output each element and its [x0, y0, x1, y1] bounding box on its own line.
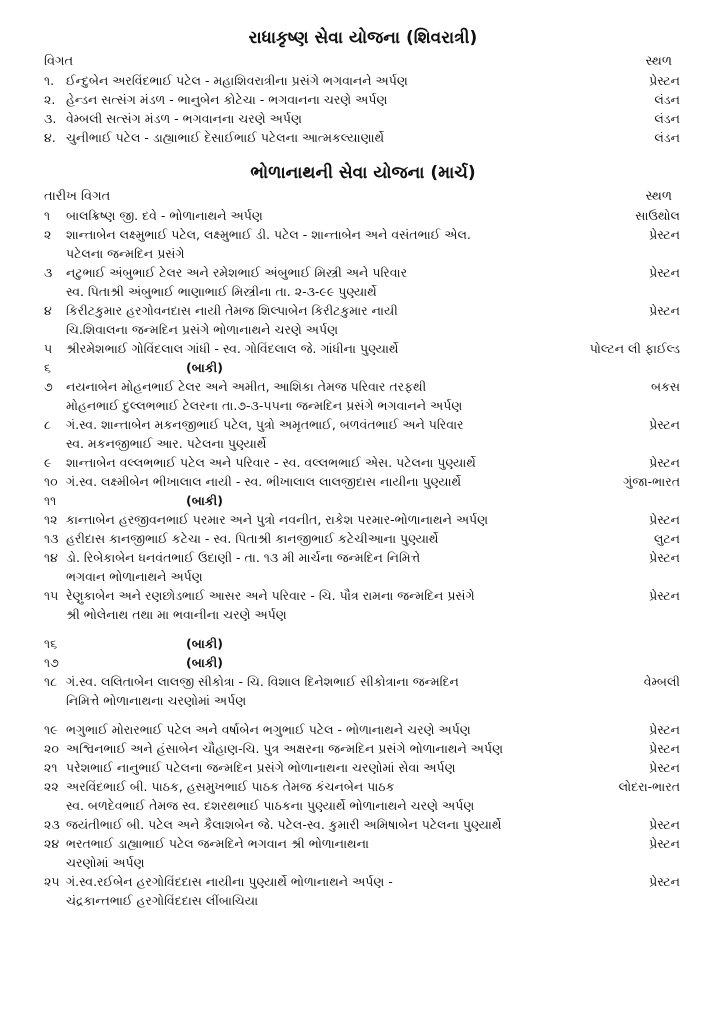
item-date: ૧૪ — [44, 550, 58, 565]
item-body — [66, 301, 682, 339]
item-date: ૨ — [44, 227, 52, 242]
item-date: ૨૨ — [44, 779, 59, 794]
item-line — [66, 834, 682, 853]
list-item — [44, 872, 682, 910]
item-body — [66, 109, 682, 128]
item-line — [66, 339, 682, 358]
item-date: ૭ — [44, 379, 53, 394]
item-body — [66, 377, 682, 415]
item-text-continued: મોહનભાઈ દુલ્લભભાઈ ટેલરના તા.૭-૩-૫૫ના જન્મદિન પ્રસંગે ભગવાનને અર્પણ — [66, 398, 463, 413]
item-date: ૯ — [44, 455, 52, 470]
item-line — [66, 672, 682, 691]
list-item — [44, 472, 682, 491]
item-place: પ્રેસ્ટન — [649, 265, 680, 280]
list-item — [44, 263, 682, 301]
item-text: હરીદાસ કાનજીભાઈ કટેચા - સ્વ. પિતાશ્રી કાનજીભાઈ કટેચીઆના પુણ્યાર્થે — [66, 531, 439, 546]
item-text: ભગુભાઈ મોરારભાઈ પટેલ અને વર્ષાબેન ભગુભાઈ પટેલ - ભોળાનાથને ચરણે અર્પણ — [66, 722, 471, 737]
list-item — [44, 653, 682, 672]
item-line — [66, 472, 682, 491]
list-item — [44, 510, 682, 529]
item-text: ભરતભાઈ ડાહ્યાભાઈ પટેલ જન્મદિને ભગવાન શ્રી ભોળાનાથના — [66, 836, 369, 851]
item-place: પ્રેસ્ટન — [649, 73, 680, 88]
item-text: અરવિંદભાઈ બી. પાઠક, હસમુખભાઈ પાઠક તેમજ કંચનબેન પાઠક — [66, 779, 395, 794]
item-date: ૧૭ — [44, 655, 59, 670]
list-item — [44, 758, 682, 777]
spacer — [44, 710, 682, 720]
list-item — [44, 672, 682, 710]
item-line — [66, 777, 682, 796]
item-place: પ્રેસ્ટન — [649, 836, 680, 851]
item-text: ગં.સ્વ. લલિતાબેન લાલજી સીકોત્રા - ચિ. વિશાલ દિનેશભાઈ સીકોત્રાના જન્મદિન — [66, 674, 459, 689]
item-text-continued: ચિ.શિવાલના જન્મદિન પ્રસંગે ભોળાનાથને ચરણે અર્પણ — [66, 322, 338, 337]
item-date: ૧૦ — [44, 474, 58, 489]
item-date: ૨૩ — [44, 817, 60, 832]
item-line — [66, 529, 682, 548]
item-text: કિરીટકુમાર હરગોવનદાસ નાયી તેમજ શિલ્પાબેન કિરીટકુમાર નાયી — [66, 303, 398, 318]
item-place: પ્રેસ્ટન — [649, 760, 680, 775]
item-text: ચુનીભાઈ પટેલ - ડાહ્યાભાઈ દેસાઈભાઈ પટેલના આત્મકલ્યાણાર્થે — [66, 130, 385, 145]
item-text: વેમ્બલી સત્સંગ મંડળ - ભગવાનના ચરણે અર્પણ — [66, 111, 302, 126]
section2-header-place: સ્થળ — [645, 189, 672, 204]
item-line — [66, 263, 682, 282]
item-text: કાન્તાબેન હરજીવનભાઈ પરમાર અને પુત્રો નવનીત, રાકેશ પરમાર-ભોળાનાથને અર્પણ — [66, 512, 489, 527]
item-body — [66, 653, 682, 672]
item-line — [66, 206, 682, 225]
item-date: ૧૧ — [44, 493, 57, 508]
item-line — [66, 548, 682, 567]
item-date: ૧૮ — [44, 674, 58, 689]
item-body — [66, 777, 682, 815]
section1-header-details: વિગત — [44, 54, 74, 69]
item-number: ૪. — [44, 130, 56, 145]
section2-header — [44, 187, 682, 206]
list-item — [44, 529, 682, 548]
item-body — [66, 339, 682, 358]
item-date: ૮ — [44, 417, 51, 432]
item-text-continued: ચંદ્રકાન્તભાઈ હરગોવિંદદાસ લીંબાચિયા — [66, 893, 259, 908]
item-body — [66, 358, 682, 377]
list-item — [44, 415, 682, 453]
item-text: શાન્તાબેન લક્ષ્મુભાઈ પટેલ, લક્ષ્મુભાઈ ડી. પટેલ - શાન્તાબેન અને વસંતભાઈ એલ. — [66, 227, 471, 242]
list-item — [44, 90, 682, 109]
item-text: બાલક્રિષ્ણ જી. દવે - ભોળાનાથને અર્પણ — [66, 208, 263, 223]
item-line — [66, 225, 682, 244]
list-item — [44, 301, 682, 339]
item-place: પ્રેસ્ટન — [649, 227, 680, 242]
item-place: પ્રેસ્ટન — [649, 417, 680, 432]
item-date: ૨૧ — [44, 760, 58, 775]
item-text: ગં.સ્વ.રઈબેન હરગોવિંદદાસ નાયીના પુણ્યાર્થે ભોળાનાથને અર્પણ - — [66, 874, 393, 889]
item-place: બકસ — [651, 379, 680, 394]
list-item — [44, 109, 682, 128]
item-line — [66, 720, 682, 739]
section2-header-date-details: તારીખ વિગત — [44, 189, 111, 204]
section2-list — [44, 206, 682, 910]
list-item — [44, 815, 682, 834]
item-place: પોલ્ટન લી ફાઈલ્ડ — [589, 341, 680, 356]
section1-list — [44, 71, 682, 147]
item-text: પરેશભાઈ નાનુભાઈ પટેલના જન્મદિન પ્રસંગે ભોળાનાથના ચરણોમાં સેવા અર્પણ — [66, 760, 456, 775]
item-number: ૩. — [44, 111, 57, 126]
item-text-continued: ભગવાન ભોળાનાથને અર્પણ — [66, 569, 203, 584]
item-date: ૧ — [44, 208, 51, 223]
list-item — [44, 377, 682, 415]
item-line — [66, 758, 682, 777]
list-item — [44, 128, 682, 147]
item-body — [66, 815, 682, 834]
item-body — [66, 453, 682, 472]
item-place: લોદરા-ભારત — [618, 779, 680, 794]
item-body — [66, 90, 682, 109]
list-item — [44, 71, 682, 90]
item-text: નયનાબેન મોહનભાઈ ટેલર અને અમીત, આશિકા તેમજ પરિવાર તરફથી — [66, 379, 427, 394]
item-body — [66, 872, 682, 910]
item-text: નટુભાઈ અંબુભાઈ ટેલર અને રમેશભાઈ અંબુભાઈ મિસ્ત્રી અને પરિવાર — [66, 265, 408, 280]
list-item — [44, 739, 682, 758]
item-date: ૫ — [44, 341, 53, 356]
item-date: ૧૬ — [44, 636, 58, 651]
list-item — [44, 720, 682, 739]
item-text: જયંતીભાઈ બી. પટેલ અને કૈલાશબેન જે. પટેલ-સ્વ. કુમારી અમિષાબેન પટેલના પુણ્યાર્થે — [66, 817, 502, 832]
list-item — [44, 548, 682, 586]
item-date: ૨૫ — [44, 874, 60, 889]
item-line — [66, 301, 682, 320]
item-line — [66, 128, 682, 147]
item-text: ઈન્દુબેન અરવિંદભાઈ પટેલ - મહાશિવરાત્રીના પ્રસંગે ભગવાનને અર્પણ — [66, 73, 408, 88]
item-text: ગં.સ્વ. શાન્તાબેન મકનજીભાઈ પટેલ, પુત્રો અમૃતભાઈ, બળવંતભાઈ અને પરિવાર — [66, 417, 464, 432]
item-text-continued: પટેલના જન્મદિન પ્રસંગે — [66, 246, 185, 261]
item-line — [66, 510, 682, 529]
item-text-continued: ચરણોમાં અર્પણ — [66, 855, 145, 870]
item-text-continued: સ્વ. મકનજીભાઈ આર. પટેલના પુણ્યાર્થે — [66, 436, 267, 451]
item-place: પ્રેસ્ટન — [649, 588, 680, 603]
item-body — [66, 672, 682, 710]
item-number: ૧. — [44, 73, 55, 88]
item-body — [66, 548, 682, 586]
item-body — [66, 415, 682, 453]
list-item — [44, 358, 682, 377]
item-place: સાઉથોલ — [635, 208, 680, 223]
item-place: પ્રેસ્ટન — [649, 455, 680, 470]
item-body — [66, 510, 682, 529]
list-item — [44, 491, 682, 510]
item-place: લંડન — [654, 92, 680, 107]
item-text-continued: નિમિત્તે ભોળાનાથના ચરણોમાં અર્પણ — [66, 693, 247, 708]
remaining-label: (બાકી) — [186, 636, 223, 651]
item-text: અશ્વિનભાઈ અને હંસાબેન ચૌહાણ-ચિ. પુત્ર અક્ષરના જન્મદિન પ્રસંગે ભોળાનાથને અર્પણ — [66, 741, 503, 756]
item-place: લુટન — [653, 531, 680, 546]
item-date: ૬ — [44, 360, 52, 375]
item-body — [66, 491, 682, 510]
item-text-continued: સ્વ. પિતાશ્રી અંબુભાઈ ભાણાભાઈ મિસ્ત્રીના તા. ૨-૩-૯૯ પુણ્યાર્થે — [66, 284, 377, 299]
item-place: પ્રેસ્ટન — [649, 303, 680, 318]
item-text: ગં.સ્વ. લક્ષ્મીબેન ભીખાલાલ નાયી - સ્વ. ભીખાલાલ લાલજીદાસ નાયીના પુણ્યાર્થે — [66, 474, 462, 489]
list-item — [44, 586, 682, 624]
item-date: ૧૯ — [44, 722, 58, 737]
item-place: પ્રેસ્ટન — [649, 550, 680, 565]
item-place: પ્રેસ્ટન — [649, 817, 680, 832]
list-item — [44, 339, 682, 358]
item-line — [66, 586, 682, 605]
item-body — [66, 71, 682, 90]
item-body — [66, 529, 682, 548]
item-text: શાન્તાબેન વલ્લભભાઈ પટેલ અને પરિવાર - સ્વ. વલ્લભભાઈ એસ. પટેલના પુણ્યાર્થે — [66, 455, 476, 470]
item-place: લંડન — [654, 111, 680, 126]
item-body — [66, 634, 682, 653]
item-body — [66, 739, 682, 758]
item-line — [66, 109, 682, 128]
item-date: ૨૦ — [44, 741, 59, 756]
item-line — [66, 739, 682, 758]
section1-header-place: સ્થળ — [645, 54, 672, 69]
item-line — [66, 377, 682, 396]
list-item — [44, 634, 682, 653]
item-place: વેમ્બલી — [643, 674, 680, 689]
item-place: પ્રેસ્ટન — [649, 874, 680, 889]
item-text: હેન્ડન સત્સંગ મંડળ - ભાનુબેન કોટેચા - ભગવાનના ચરણે અર્પણ — [66, 92, 388, 107]
spacer — [44, 624, 682, 634]
item-line — [66, 415, 682, 434]
list-item — [44, 206, 682, 225]
item-place: પ્રેસ્ટન — [649, 722, 680, 737]
item-text: શ્રીરમેશભાઈ ગોવિંદલાલ ગાંધી - સ્વ. ગોવિંદલાલ જે. ગાંધીના પુણ્યાર્થે — [66, 341, 399, 356]
item-body — [66, 586, 682, 624]
item-body — [66, 128, 682, 147]
item-body — [66, 834, 682, 872]
item-date: ૨૪ — [44, 836, 60, 851]
item-date: ૧૨ — [44, 512, 58, 527]
item-body — [66, 263, 682, 301]
item-line — [66, 71, 682, 90]
item-number: ૨. — [44, 92, 56, 107]
item-place: ગુંજા-ભારત — [623, 474, 680, 489]
item-text-continued: સ્વ. બળદેવભાઈ તેમજ સ્વ. દશરથભાઈ પાઠકના પુણ્યાર્થે ભોળાનાથને ચરણે અર્પણ — [66, 798, 475, 813]
item-place: પ્રેસ્ટન — [649, 741, 680, 756]
item-text: રેણુકાબેન અને રણછોડભાઈ આસર અને પરિવાર - ચિ. પૌત્ર રામના જન્મદિન પ્રસંગે — [66, 588, 475, 603]
list-item — [44, 225, 682, 263]
item-body — [66, 225, 682, 263]
item-line — [66, 815, 682, 834]
item-body — [66, 206, 682, 225]
section1-header — [44, 52, 682, 71]
item-line — [66, 453, 682, 472]
section2-title: ભોળાનાથની સેવા યોજના (માર્ચ) — [250, 163, 476, 183]
remaining-label: (બાકી) — [186, 360, 223, 375]
remaining-label: (બાકી) — [186, 493, 223, 508]
item-date: ૧૩ — [44, 531, 59, 546]
item-body — [66, 758, 682, 777]
item-line — [66, 90, 682, 109]
item-date: ૧૫ — [44, 588, 59, 603]
list-item — [44, 834, 682, 872]
list-item — [44, 453, 682, 472]
remaining-label: (બાકી) — [186, 655, 223, 670]
item-text-continued: શ્રી ભોલેનાથ તથા મા ભવાનીના ચરણે અર્પણ — [66, 607, 287, 622]
item-line — [66, 872, 682, 891]
item-place: પ્રેસ્ટન — [649, 512, 680, 527]
item-place: લંડન — [654, 130, 680, 145]
item-date: ૩ — [44, 265, 53, 280]
section1-title: રાધાકૃષ્ણ સેવા યોજના (શિવરાત્રી) — [248, 28, 478, 48]
item-body — [66, 720, 682, 739]
item-date: ૪ — [44, 303, 52, 318]
list-item — [44, 777, 682, 815]
item-text: ડો. રિબેકાબેન ધનવંતભાઈ ઉદાણી - તા. ૧૩ મી માર્ચના જન્મદિન નિમિત્તે — [66, 550, 421, 565]
item-body — [66, 472, 682, 491]
